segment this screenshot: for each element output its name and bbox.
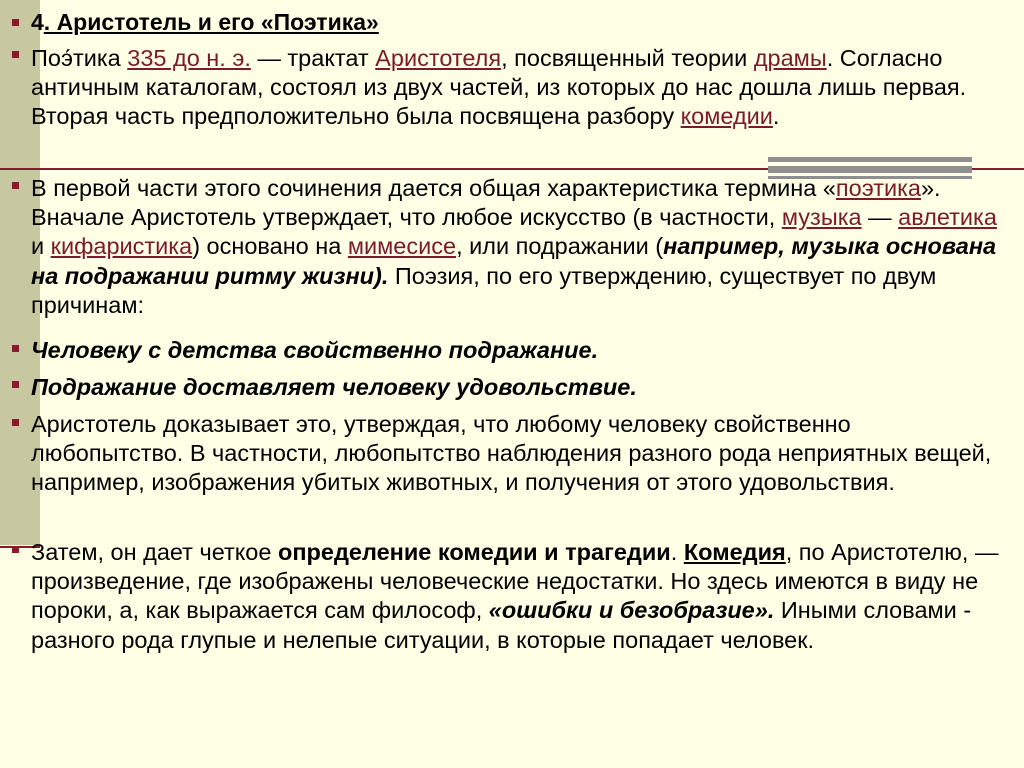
bullet	[12, 419, 19, 426]
title-text: . Аристотель и его «Поэтика»	[43, 9, 379, 35]
slide-title	[31, 8, 379, 37]
paragraph-reason-2	[31, 373, 1006, 402]
link-aristotle[interactable]: Аристотеля	[375, 45, 502, 71]
link-comedy[interactable]: комедии	[680, 103, 773, 130]
text-span: ». Вначале Аристотель утверждает, что любое искусство (в частности,	[31, 175, 941, 231]
text-span: , посвященный теории	[501, 45, 754, 71]
bullet	[12, 546, 19, 553]
text-span: .	[772, 103, 780, 130]
emphasis-text: Подражание доставляет человеку удовольствие.	[31, 374, 637, 400]
paragraph-reason-1	[31, 336, 1006, 365]
text-span: — трактат	[250, 45, 376, 71]
bullet	[12, 345, 19, 352]
text-span: , по Аристотелю, — произведение, где изображены человеческие недостатки. Но здесь имеются в виду не пороки, а, как выражается сам философ,	[31, 539, 999, 624]
link-335-bc[interactable]: 335 до н. э.	[127, 45, 251, 71]
text-span: .	[670, 539, 684, 565]
text-span: , или подражании (	[456, 233, 664, 260]
text-span: и	[31, 233, 51, 260]
paragraph-first-part	[31, 174, 1006, 320]
link-music[interactable]: музыка	[781, 204, 862, 231]
text-span: Иными словами - разного рода глупые и нелепые ситуации, в которые попадает человек.	[31, 597, 972, 653]
text-span: ) основано на	[192, 233, 348, 260]
text-span: Поэ́тика	[31, 45, 128, 71]
text-span: Поэзия, по его утверждению, существует по двум причинам:	[31, 262, 937, 318]
text-span: . Согласно античным каталогам, состоял из двух частей, из которых до нас дошла лишь первая. Вторая часть предположительно была посвящена разбору	[31, 45, 967, 130]
link-kitharistics[interactable]: кифаристика	[50, 233, 193, 260]
text-span: Аристотель доказывает это, утверждая, что любому человеку свойственно любопытство. В частности, любопытство наблюдения разного рода неприятных вещей, например, изображения убитых животных, и получения от этого удовольствия.	[31, 411, 992, 496]
bullet	[12, 381, 19, 388]
paragraph-poetics-intro	[31, 44, 1006, 132]
emphasis-text: например, музыка основана на подражании ритму жизни).	[31, 233, 997, 289]
text-span: Затем, он дает четкое	[31, 539, 278, 565]
link-drama[interactable]: драмы	[753, 45, 827, 71]
link-auletics[interactable]: авлетика	[898, 204, 997, 231]
bullet	[12, 19, 19, 26]
title-number: 4	[31, 9, 44, 35]
bold-text: определение комедии и трагедии	[277, 539, 671, 565]
bold-underlined-text: Комедия	[683, 539, 786, 565]
paragraph-comedy-definition	[31, 538, 1006, 655]
link-mimesis[interactable]: мимесисе	[347, 233, 457, 260]
link-poetics[interactable]: поэтика	[835, 175, 921, 201]
text-span: —	[861, 204, 899, 231]
emphasis-text: Человеку с детства свойственно подражание.	[31, 337, 599, 363]
bullet	[12, 51, 19, 58]
bullet	[12, 182, 19, 189]
paragraph-curiosity	[31, 410, 1006, 498]
text-span: В первой части этого сочинения дается общая характеристика термина «	[31, 175, 836, 201]
emphasis-text: «ошибки и безобразие».	[488, 597, 775, 624]
